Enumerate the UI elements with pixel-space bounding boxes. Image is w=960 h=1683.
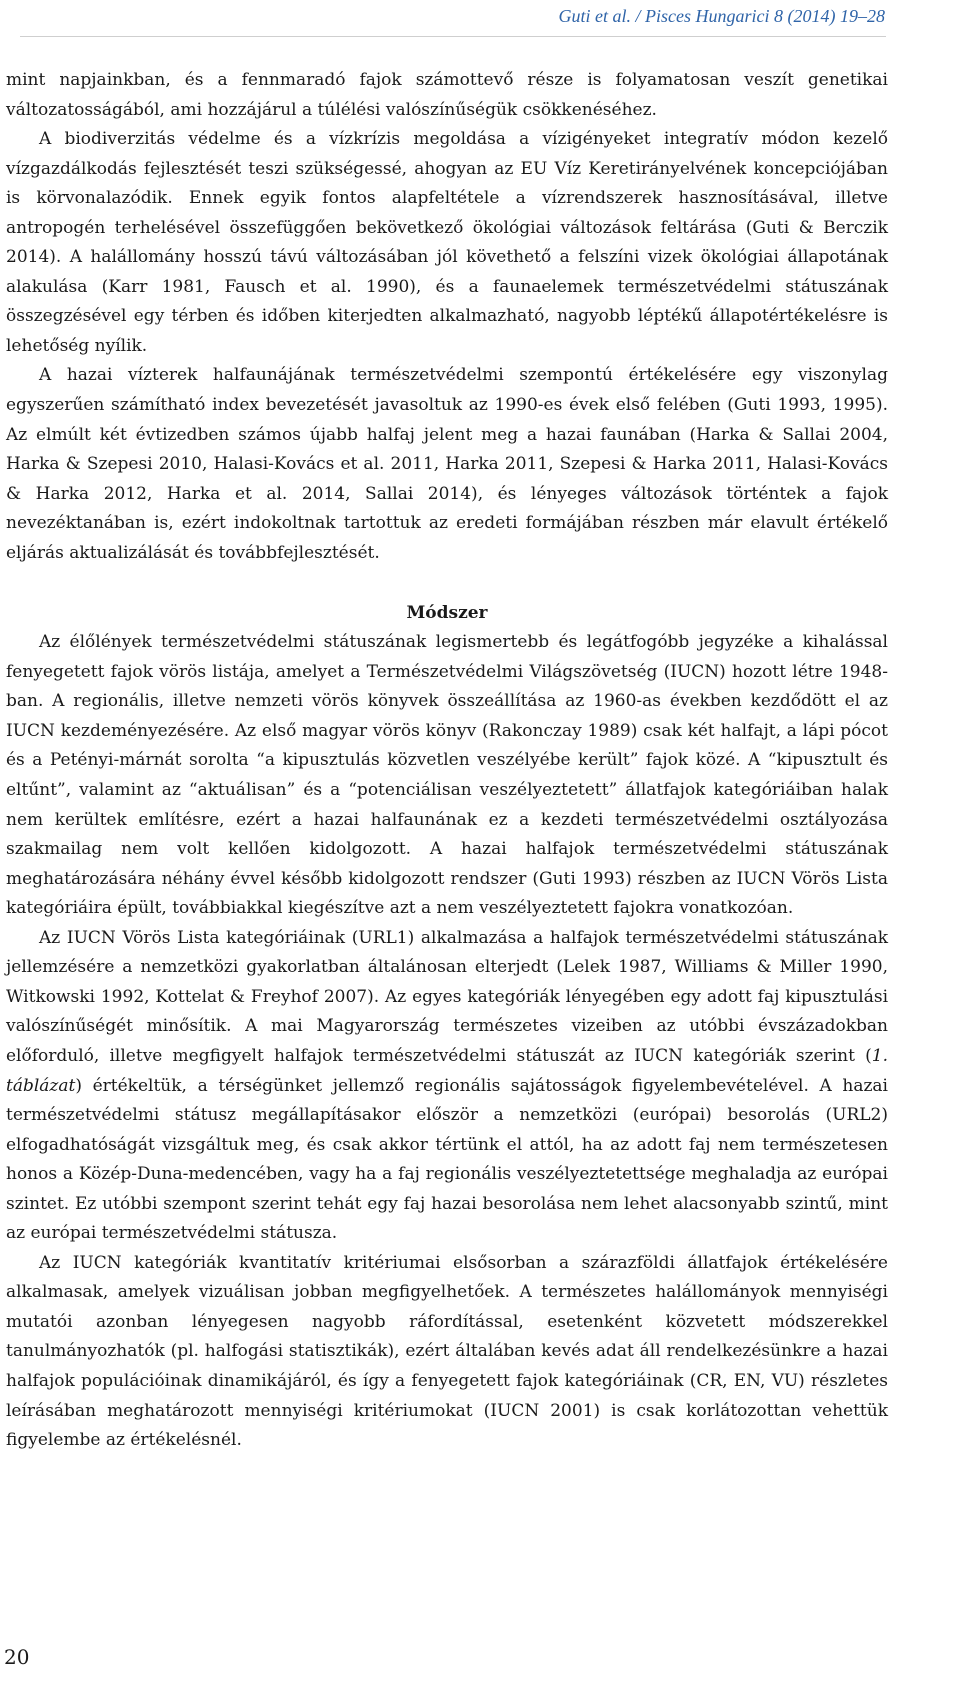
paragraph-red-list: Az élőlények természetvédelmi státuszának legismertebb és legátfogóbb jegyzéke a kihalással fenyegetett fajok vörös listája, amelyet a Természetvédelmi Világszövetség (IUCN) hozott létre 1948-ban. A regionális, illetve nemzeti vörös könyvek összeállítása az 1960-as években kezdődött el az IUCN kezdeményezésére. Az első magyar vörös könyv (Rakonczay 1989) csak két halfajt, a lápi pócot és a Petényi-márnát sorolta “a kipusztulás közvetlen veszélyébe került” fajok közé. A “kipusztult és eltűnt”, valamint az “aktuálisan” és a “potenciálisan veszélyeztetett” állatfajok kategóriáiban halak nem kerültek említésre, ezért a hazai halfaunának ez a kezdeti természetvédelmi osztályozása szakmailag nem volt kellően kidolgozott. A hazai halfajok természetvédelmi státuszának meghatározására néhány évvel később kidolgozott rendszer (Guti 1993) részben az IUCN Vörös Lista kategóriáira épült, továbbiakkal kiegészítve azt a nem veszélyeztetett fajokra vonatkozóan. bbox=[6, 632, 888, 919]
paragraph-iucn-text-a: Az IUCN Vörös Lista kategóriáinak (URL1) alkalmazása a halfajok természetvédelmi státuszának jellemzésére a nemzetközi gyakorlatban általánosan elterjedt (Lelek 1987, Williams & Miller 1990, Witkowski 1992, Kottelat & Freyhof 2007). Az egyes kategóriák lényegében egy adott faj kipusztulási valószínűségét minősítik. A mai Magyarország természetes vizeiben az utóbbi évszázadokban előforduló, illetve megfigyelt halfajok természetvédelmi státuszát az IUCN kategóriák szerint ( bbox=[6, 927, 888, 1066]
paragraph-biodiversity: A biodiverzitás védelme és a vízkrízis megoldása a vízigényeket integratív módon kezelő vízgazdálkodás fejlesztését teszi szükségessé, ahogyan az EU Víz Keretirányelvének koncepciójában is körvonalazódik. Ennek egyik fontos alapfeltétele a vízrendszerek hasznosításával, illetve antropogén terhelésével összefüggően bekövetkező ökológiai változások feltárása (Guti & Berczik 2014). A halállomány hosszú távú változásában jól követhető a felszíni vizek ökológiai állapotának alakulása (Karr 1981, Fausch et al. 1990), és a faunaelemek természetvédelmi státuszának összegzésével egy térben és időben kiterjedten alkalmazható, nagyobb léptékű állapotértékelésre is lehetőség nyílik. bbox=[6, 129, 888, 356]
section-heading-methods: Módszer bbox=[406, 603, 488, 624]
paragraph-quantitative-criteria: Az IUCN kategóriák kvantitatív kritériumai elsősorban a szárazföldi állatfajok értékelésére alkalmasak, amelyek vizuálisan jobban megfigyelhetőek. A természetes halállományok mennyiségi mutatói azonban lényegesen nagyobb ráfordítással, esetenként közvetett módszerekkel tanulmányozhatók (pl. halfogási statisztikák), ezért általában kevés adat áll rendelkezésünkre a hazai halfajok populációinak dinamikájáról, és így a fenyegetett fajok kategóriáinak (CR, EN, VU) részletes leírásában meghatározott mennyiségi kritériumokat (IUCN 2001) is csak korlátozottan vehettük figyelembe az értékelésnél. bbox=[6, 1252, 888, 1451]
paragraph-index-proposal: A hazai vízterek halfaunájának természetvédelmi szempontú értékelésére egy viszonylag egyszerűen számítható index bevezetését javasoltuk az 1990-es évek első felében (Guti 1993, 1995). Az elmúlt két évtizedben számos újabb halfaj jelent meg a hazai faunában (Harka & Sallai 2004, Harka & Szepesi 2010, Halasi-Kovács et al. 2011, Harka 2011, Szepesi & Harka 2011, Halasi-Kovács & Harka 2012, Harka et al. 2014, Sallai 2014), és lényeges változások történtek a fajok nevezéktanában is, ezért indokoltnak tartottuk az eredeti formájában részben már elavult értékelő eljárás aktualizálását és továbbfejlesztését. bbox=[6, 365, 888, 563]
header-divider bbox=[20, 36, 886, 37]
running-header bbox=[0, 4, 885, 28]
paragraph-iucn-categories bbox=[6, 924, 888, 1249]
page-number: 20 bbox=[4, 1645, 30, 1669]
body-text bbox=[6, 66, 888, 1456]
paragraph-iucn-text-b: ) értékeltük, a térségünket jellemző regionális sajátosságok figyelembevételével. A hazai természetvédelmi státusz megállapításakor először a nemzetközi (európai) besorolás (URL2) elfogadhatóságát vizsgáltuk meg, és csak akkor tértünk el attól, ha az adott faj nem természetesen honos a Közép-Duna-medencében, vagy ha a faj regionális veszélyeztetettsége meghaladja az európai szintet. Ez utóbbi szempont szerint tehát egy faj hazai besorolása nem lehet alacsonyabb szintű, mint az európai természetvédelmi státusza. bbox=[6, 1075, 888, 1244]
table-reference: 1. táblázat bbox=[6, 1045, 888, 1096]
paragraph-continuation: mint napjainkban, és a fennmaradó fajok számottevő része is folyamatosan veszít genetikai változatosságából, ami hozzájárul a túlélési valószínűségük csökkenéséhez. bbox=[6, 70, 888, 120]
running-title: Guti et al. / Pisces Hungarici 8 (2014) 19–28 bbox=[558, 6, 885, 26]
